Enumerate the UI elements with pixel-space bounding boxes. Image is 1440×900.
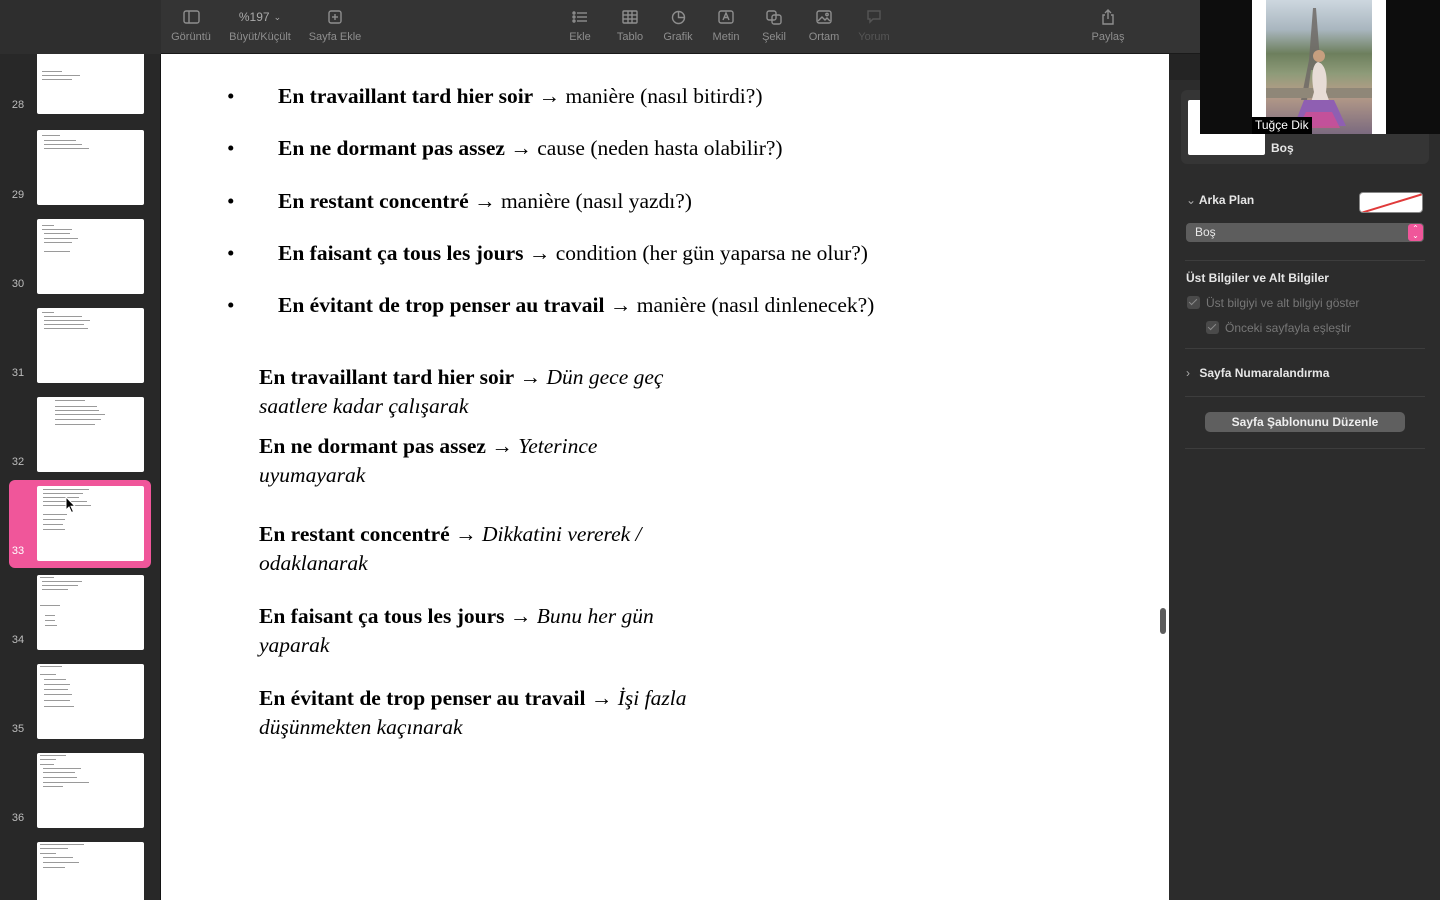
page-numbering-title: Sayfa Numaralandırma — [1199, 366, 1330, 380]
zoom-value: %197 — [238, 10, 270, 24]
translation-item: En évitant de trop penser au travail → İşi fazla düşünmekten kaçınarak — [259, 686, 687, 739]
divider — [1185, 260, 1425, 261]
shape-label: Şekil — [762, 31, 786, 43]
table-button[interactable] — [612, 6, 648, 50]
page-thumbnail-35[interactable] — [0, 654, 161, 743]
comment-icon — [866, 6, 882, 28]
match-previous-checkbox[interactable] — [1206, 321, 1219, 334]
zoom-label: Büyüt/Küçült — [229, 31, 291, 43]
translation-item: En restant concentré → Dikkatini vererek / odaklanarak — [259, 522, 642, 575]
thumbnail-image — [37, 664, 144, 739]
translation-item: En travaillant tard hier soir → Dün gece geç saatlere kadar çalışarak — [259, 365, 664, 418]
add-page-button[interactable] — [306, 6, 364, 50]
sidebar-icon — [183, 6, 200, 28]
view-button[interactable] — [168, 6, 214, 50]
add-page-icon — [328, 6, 342, 28]
page-number: 34 — [11, 634, 25, 646]
divider — [1185, 396, 1425, 397]
text-label: Metin — [712, 31, 740, 43]
share-label: Paylaş — [1091, 31, 1125, 43]
divider — [1185, 348, 1425, 349]
media-button[interactable] — [804, 6, 844, 50]
chart-button[interactable] — [659, 6, 697, 50]
page-number: 28 — [11, 99, 25, 111]
toolbar-left-area — [0, 0, 161, 54]
translation-item: En faisant ça tous les jours → Bunu her gün yaparak — [259, 604, 654, 657]
participant-name: Tuğçe Dik — [1252, 117, 1312, 134]
thumbnail-image — [37, 308, 144, 383]
thumbnail-image — [37, 54, 144, 114]
share-button[interactable] — [1086, 6, 1130, 50]
thumbnail-image — [37, 219, 144, 294]
edit-page-template-button[interactable]: Sayfa Şablonunu Düzenle — [1205, 412, 1405, 432]
bullet-item: • En restant concentré → manière (nasıl yazdı?) — [227, 189, 692, 213]
template-name: Boş — [1271, 141, 1294, 155]
page-number: 35 — [11, 723, 25, 735]
thumbnail-image — [37, 575, 144, 650]
page-thumbnail-29[interactable] — [0, 120, 161, 209]
page-thumbnail-33[interactable] — [0, 476, 161, 565]
page-number: 33 — [11, 545, 25, 557]
background-color-swatch[interactable] — [1359, 192, 1423, 213]
toolbar — [0, 0, 1200, 54]
show-header-footer-checkbox[interactable] — [1187, 296, 1200, 309]
background-section-toggle[interactable] — [1186, 193, 1254, 207]
image-icon — [816, 6, 832, 28]
page-number: 29 — [11, 189, 25, 201]
page-number: 32 — [11, 456, 25, 468]
divider — [1185, 448, 1425, 449]
chevron-right-icon: › — [1186, 366, 1190, 380]
bullet-item: • En travaillant tard hier soir → manière (nasıl bitirdi?) — [227, 84, 763, 108]
comment-label: Yorum — [858, 31, 890, 43]
header-footer-title: Üst Bilgiler ve Alt Bilgiler — [1186, 271, 1329, 285]
page-thumbnail-31[interactable] — [0, 298, 161, 387]
page-number: 30 — [11, 278, 25, 290]
shape-icon — [766, 6, 782, 28]
bullet-item: • En ne dormant pas assez → cause (neden hasta olabilir?) — [227, 136, 783, 160]
table-icon — [622, 6, 638, 28]
zoom-button[interactable] — [226, 6, 294, 50]
document-page[interactable] — [161, 54, 1169, 900]
media-label: Ortam — [808, 31, 840, 43]
translation-item: En ne dormant pas assez → Yeterince uyumayarak — [259, 434, 598, 487]
background-fill-value: Boş — [1195, 225, 1216, 239]
chevron-down-icon: ⌄ — [273, 11, 282, 22]
page-thumbnail-28[interactable] — [0, 54, 161, 120]
comment-button[interactable] — [854, 6, 894, 50]
thumbnail-image — [37, 753, 144, 828]
insert-button[interactable] — [563, 6, 597, 50]
text-box-icon — [718, 6, 734, 28]
share-icon — [1101, 6, 1115, 28]
mouse-cursor-icon — [65, 496, 77, 514]
page-number: 36 — [11, 812, 25, 824]
chart-label: Grafik — [663, 31, 693, 43]
video-call-overlay — [1200, 0, 1440, 134]
stepper-arrows-icon: ⌃ ⌄ — [1408, 224, 1423, 241]
text-button[interactable] — [708, 6, 744, 50]
page-thumbnail-36[interactable] — [0, 743, 161, 832]
participant-video-frame — [1252, 0, 1386, 134]
background-fill-popup[interactable] — [1186, 223, 1424, 242]
resize-handle[interactable] — [1160, 608, 1166, 634]
eiffel-tower-photo — [1266, 0, 1372, 134]
chart-icon — [671, 6, 686, 28]
thumbnail-image — [37, 842, 144, 900]
table-label: Tablo — [616, 31, 644, 43]
thumbnail-image — [37, 397, 144, 472]
page-number: 31 — [11, 367, 25, 379]
background-title: Arka Plan — [1198, 193, 1255, 207]
document-inspector — [1169, 80, 1440, 900]
bullet-item: • En évitant de trop penser au travail → manière (nasıl dinlenecek?) — [227, 293, 875, 317]
add-page-label: Sayfa Ekle — [308, 31, 362, 43]
participant-video — [1266, 0, 1372, 134]
match-previous-label: Önceki sayfayla eşleştir — [1225, 321, 1352, 335]
page-numbering-toggle[interactable] — [1186, 366, 1329, 380]
page-thumbnail-32[interactable] — [0, 387, 161, 476]
bullet-item: • En faisant ça tous les jours → condition (her gün yaparsa ne olur?) — [227, 241, 868, 265]
page-thumbnail-37[interactable] — [0, 832, 161, 900]
list-icon — [572, 6, 588, 28]
page-thumbnail-34[interactable] — [0, 565, 161, 654]
show-header-footer-label: Üst bilgiyi ve alt bilgiyi göster — [1206, 296, 1360, 310]
page-thumbnail-30[interactable] — [0, 209, 161, 298]
thumbnail-image — [37, 130, 144, 205]
page-thumbnails-sidebar — [0, 54, 161, 900]
thumbnail-image — [37, 486, 144, 561]
shape-button[interactable] — [756, 6, 792, 50]
view-label: Görüntü — [171, 31, 211, 43]
insert-label: Ekle — [569, 31, 591, 43]
chevron-down-icon: ⌄ — [1186, 193, 1197, 207]
